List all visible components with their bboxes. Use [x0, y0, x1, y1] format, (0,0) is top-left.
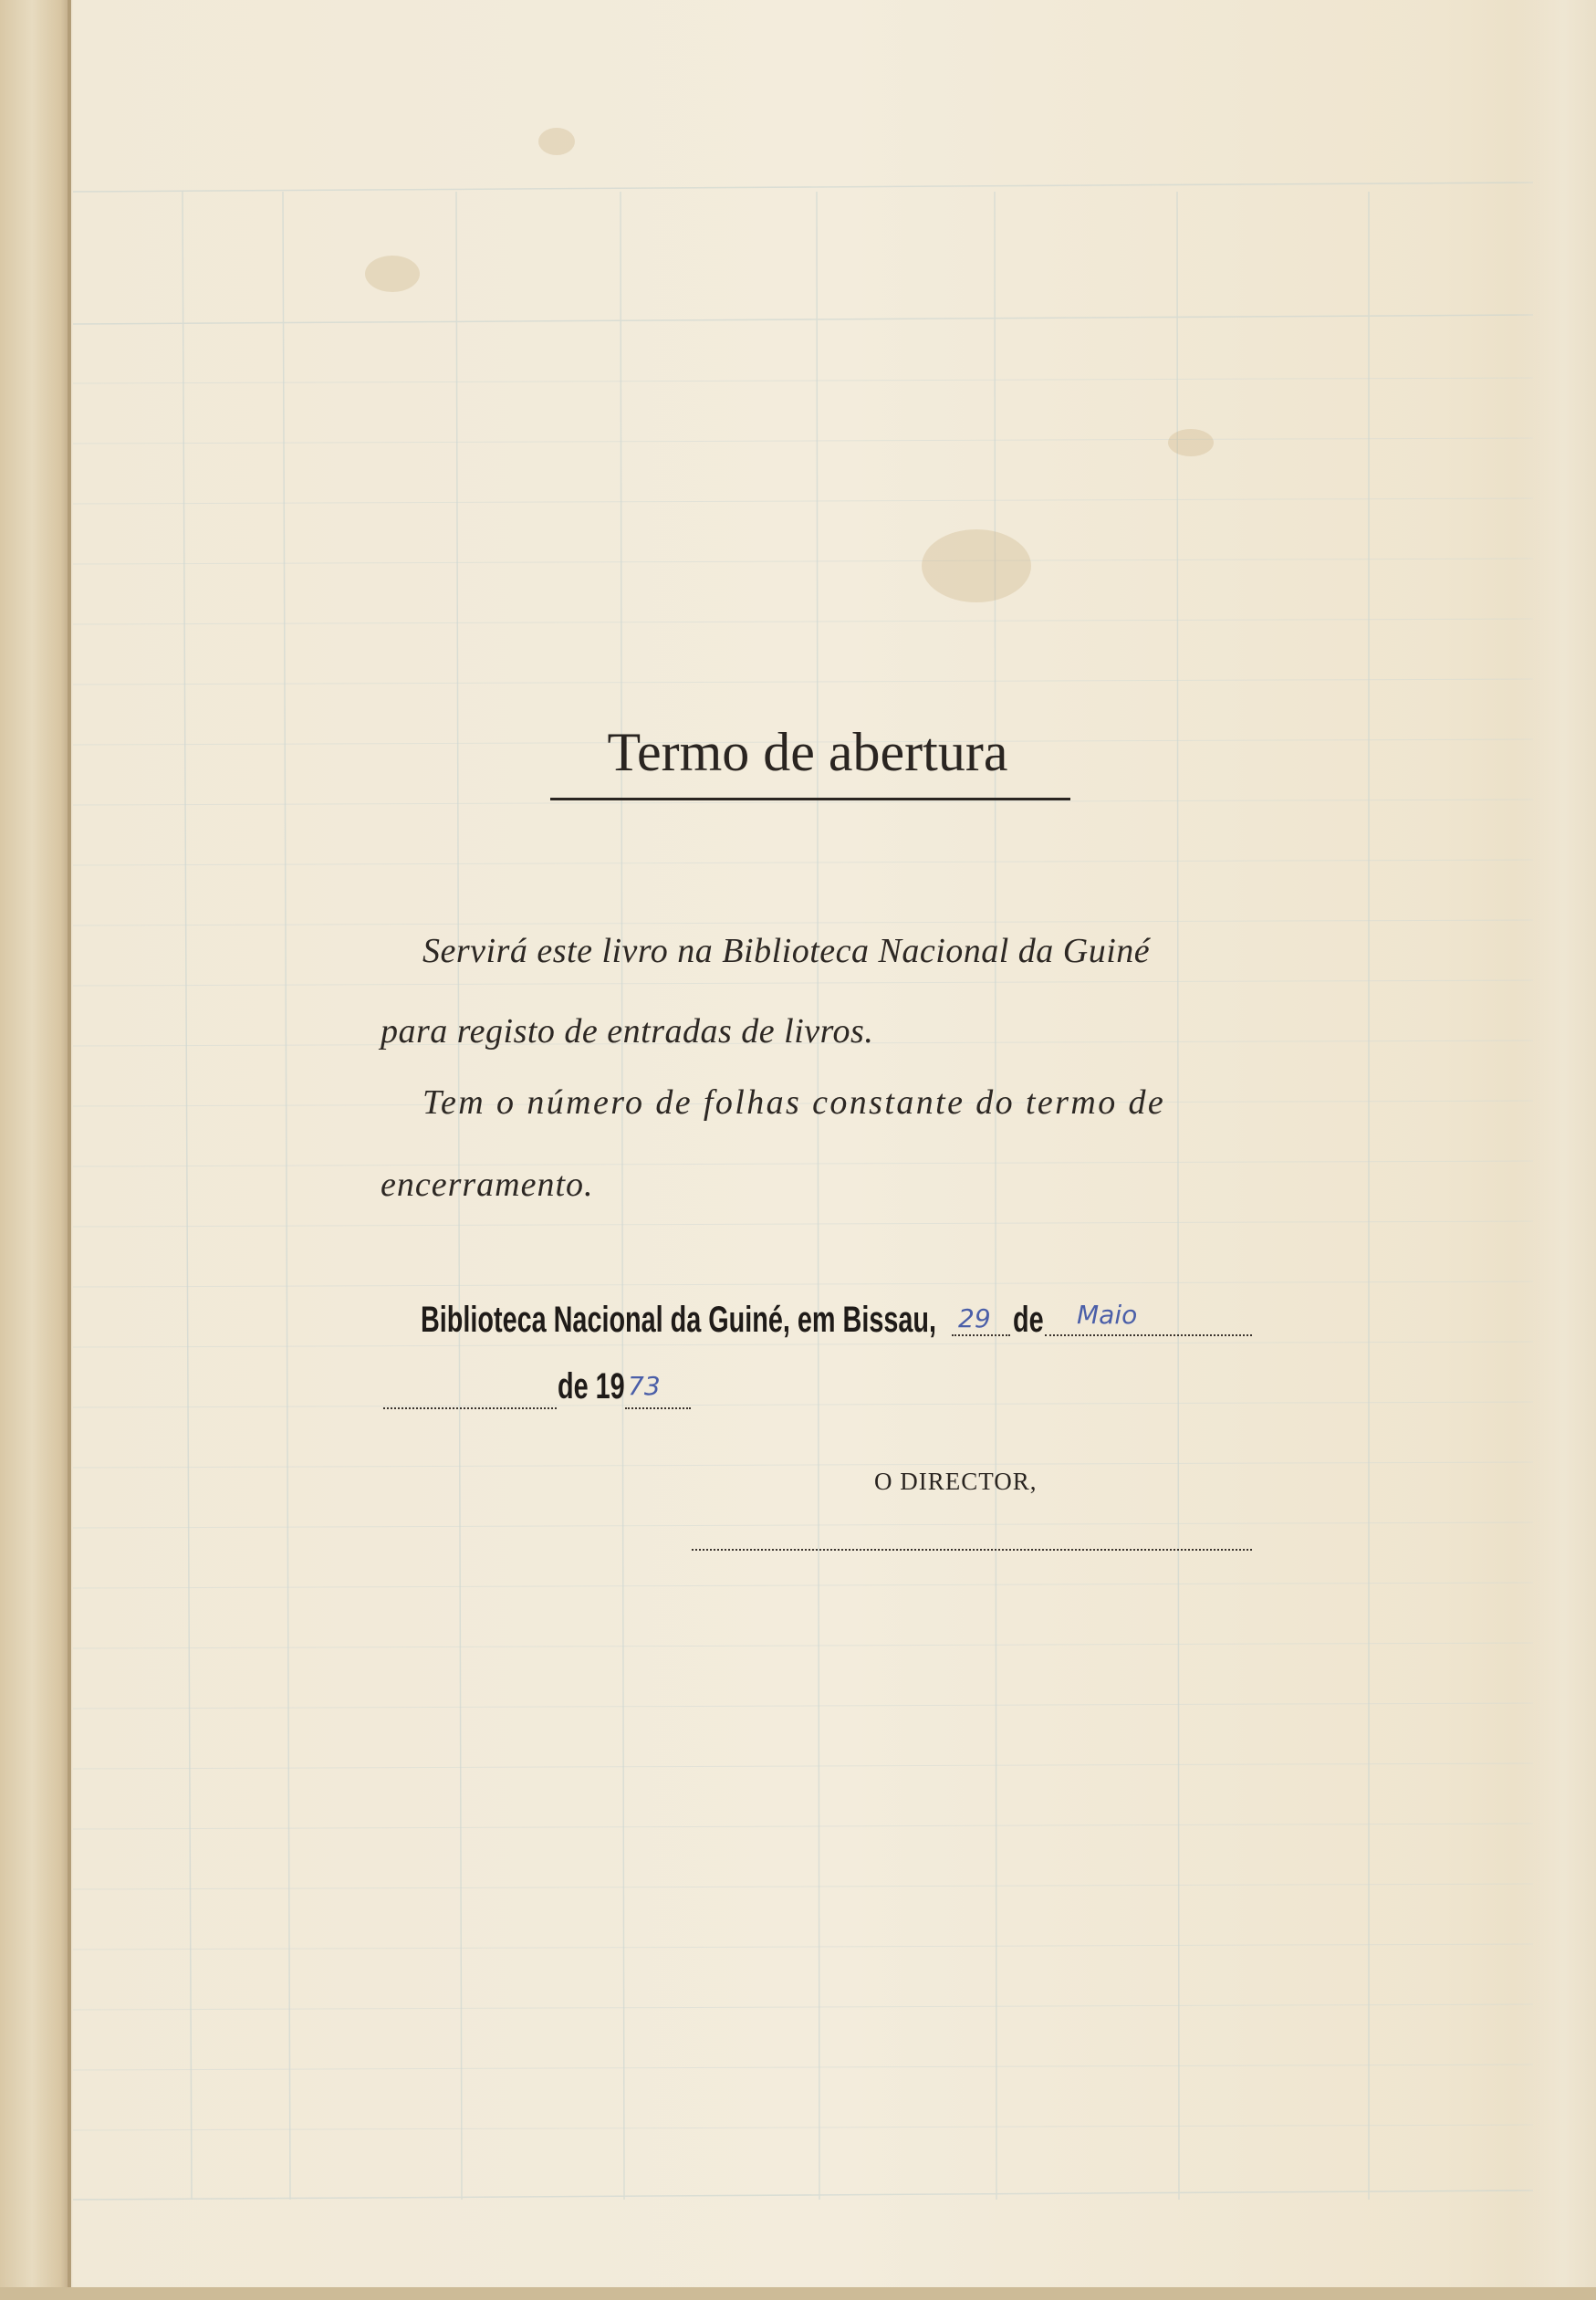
year-label: de 19 [558, 1366, 625, 1406]
show-through-ledger-grid [73, 0, 1596, 2300]
year-blank [625, 1407, 691, 1409]
paragraph-line: Servirá este livro na Biblioteca Nacional da Guiné [422, 932, 1151, 970]
de-label: de [1013, 1300, 1044, 1340]
document-page [73, 0, 1596, 2300]
handwritten-day: 29 [958, 1303, 991, 1333]
binding-edge [68, 0, 71, 2300]
title-underline [550, 798, 1070, 800]
page-edge-shade [1514, 0, 1596, 2300]
leading-blank [383, 1407, 557, 1409]
place-label: Biblioteca Nacional da Guiné, em Bissau, [421, 1300, 936, 1340]
foxing-spot [538, 128, 575, 155]
page-bottom-edge [0, 2287, 1596, 2300]
month-blank [1045, 1334, 1252, 1336]
paragraph-line: Tem o número de folhas constante do termo de [422, 1083, 1166, 1122]
foxing-spot [1168, 429, 1214, 456]
book-binding [0, 0, 71, 2300]
paragraph-line: para registo de entradas de livros. [381, 1012, 874, 1051]
signatory-title: O DIRECTOR, [874, 1468, 1038, 1495]
day-blank [952, 1334, 1010, 1336]
place-date-line [421, 1300, 936, 1341]
paragraph-line: encerramento. [381, 1166, 594, 1204]
document-title: Termo de abertura [607, 722, 1008, 782]
handwritten-month: Maio [1077, 1300, 1138, 1330]
foxing-spot [365, 256, 420, 292]
foxing-spot [922, 529, 1031, 602]
handwritten-year: 73 [628, 1371, 661, 1401]
signature-line [692, 1549, 1252, 1551]
